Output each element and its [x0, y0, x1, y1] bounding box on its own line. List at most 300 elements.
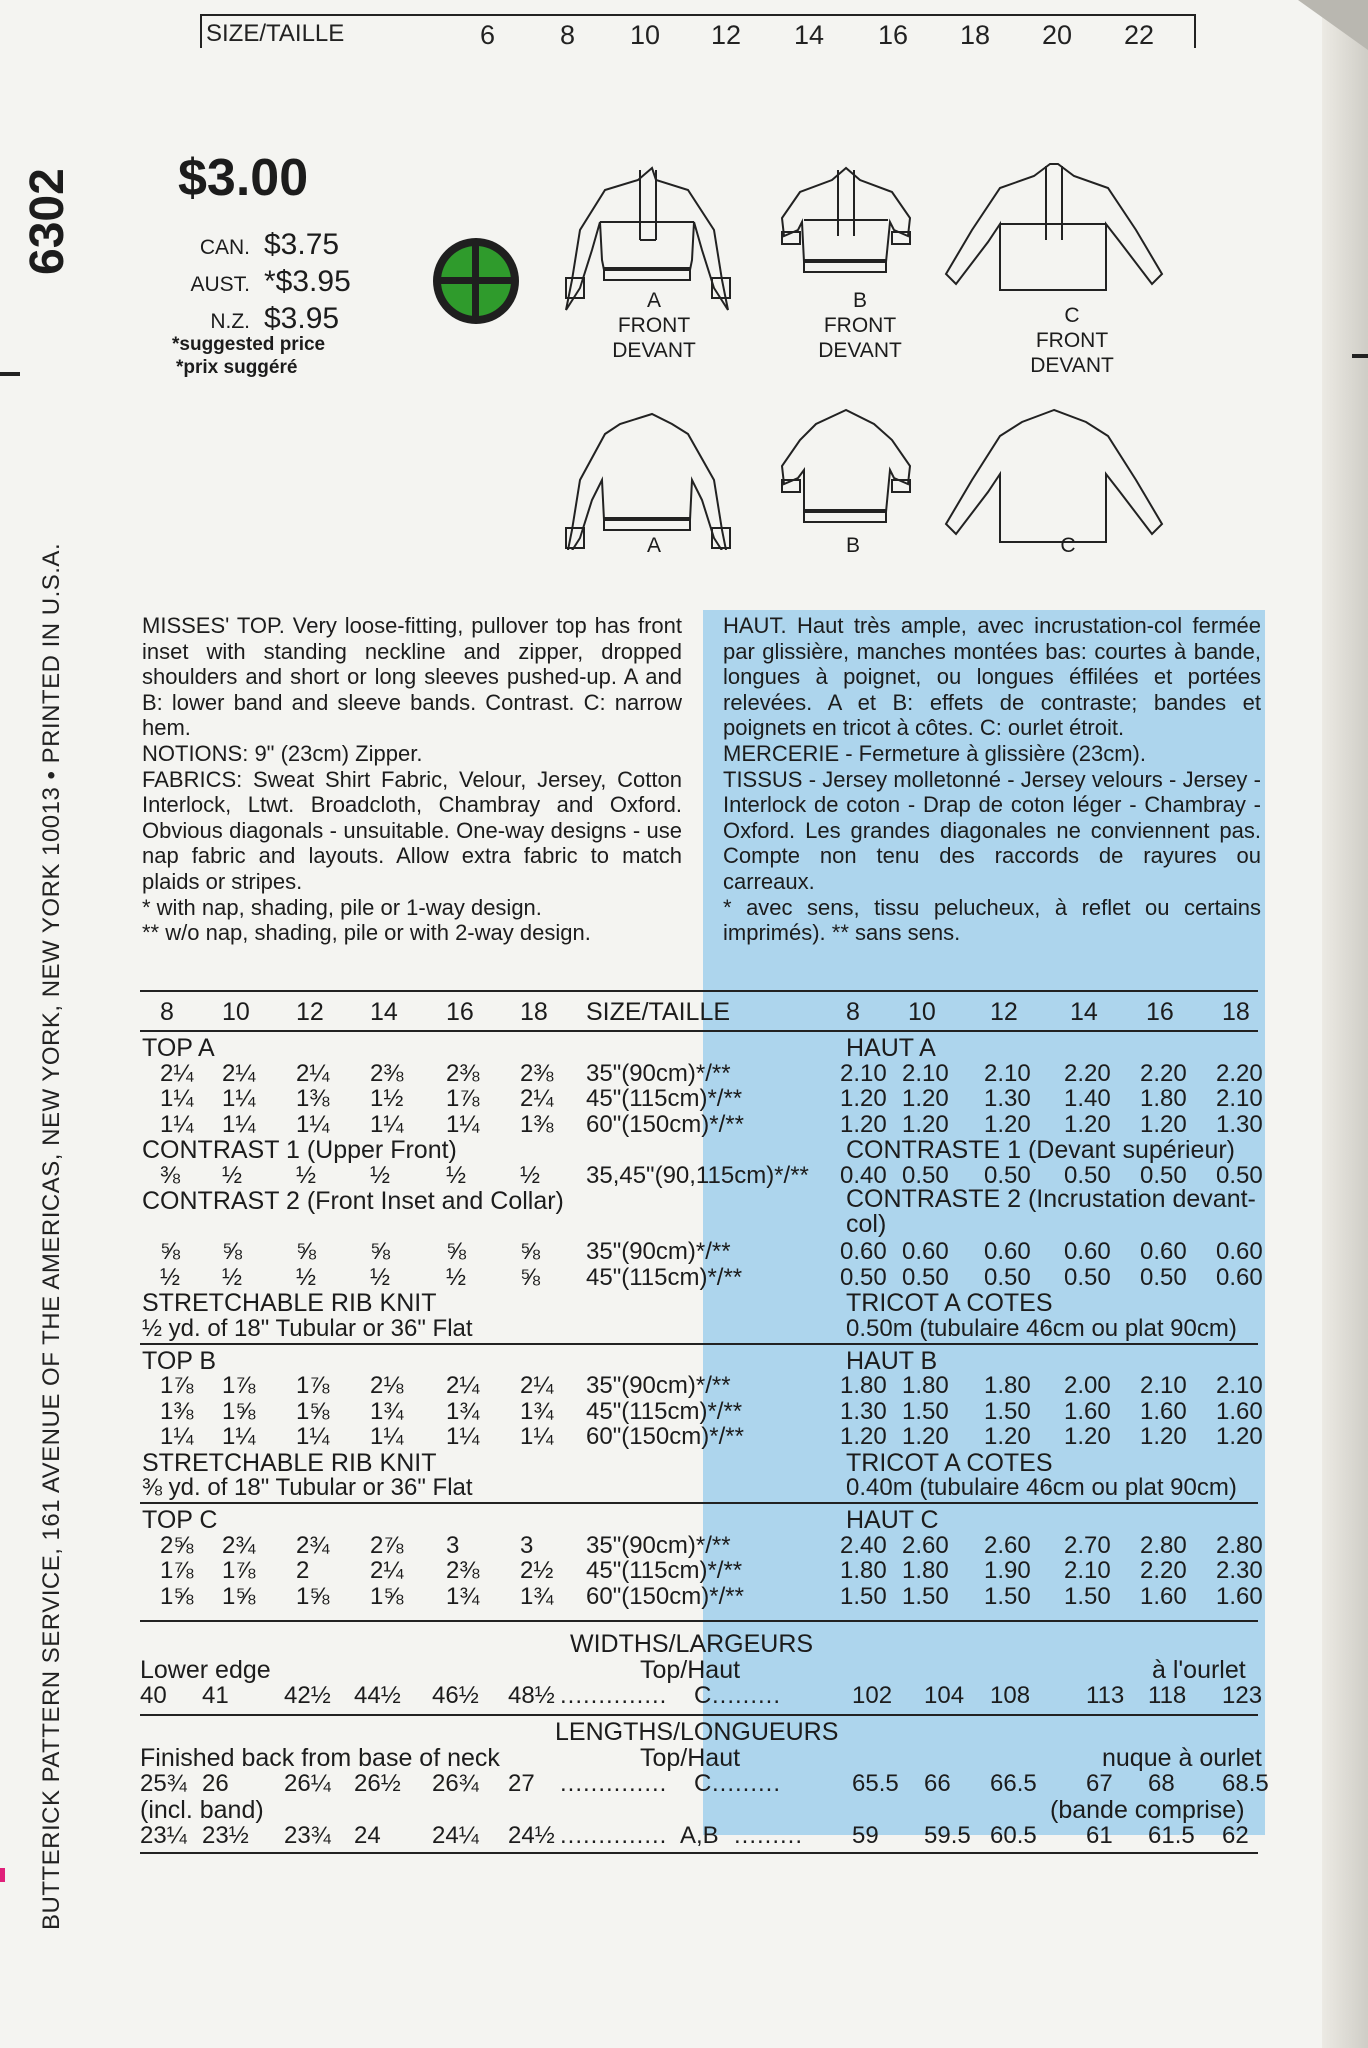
fabric-width: 35"(90cm)*/** [586, 1059, 731, 1087]
rib-title-fr: TRICOT A COTES [846, 1289, 1053, 1317]
qty-en: 2 [296, 1557, 310, 1584]
qty-en: ⅝ [296, 1238, 317, 1265]
lengths-mid: Top/Haut [640, 1744, 741, 1772]
qty-fr: 1.60 [1216, 1582, 1263, 1610]
rib-title-fr: TRICOT A COTES [846, 1448, 1053, 1477]
lengths-title: LENGTHS/LONGUEURS [555, 1718, 839, 1746]
qty-fr: 2.20 [1140, 1557, 1187, 1584]
size-col-en: 8 [160, 998, 174, 1026]
divider [140, 1620, 1258, 1622]
value-fr: 67 [1086, 1770, 1113, 1797]
qty-fr: 1.60 [1216, 1397, 1263, 1425]
qty-fr: 2.10 [984, 1059, 1031, 1087]
qty-fr: 1.20 [1140, 1423, 1187, 1450]
value-fr: 61.5 [1148, 1822, 1195, 1849]
top-b-title: TOP B [142, 1346, 217, 1375]
value-fr: 66.5 [990, 1770, 1037, 1797]
qty-fr: 2.40 [840, 1531, 887, 1559]
qty-fr: 1.90 [984, 1557, 1031, 1584]
value-fr: 102 [852, 1682, 893, 1709]
qty-en: 1⅜ [296, 1085, 330, 1112]
fabric-width: 45"(115cm)*/** [586, 1397, 743, 1425]
qty-en: 1¾ [520, 1582, 554, 1610]
price-note-fr: *prix suggéré [176, 357, 298, 378]
value-en: 26½ [354, 1770, 401, 1797]
value-fr: 108 [990, 1682, 1031, 1709]
qty-en: 1⅞ [222, 1557, 256, 1584]
view-c-front-drawing [946, 164, 1162, 290]
qty-en: 1¼ [296, 1423, 330, 1450]
value-en: 44½ [354, 1682, 401, 1709]
divider [140, 1852, 1258, 1854]
fabric-width: 45"(115cm)*/** [586, 1085, 743, 1112]
view-letter: A [646, 289, 661, 312]
qty-fr: 0.60 [984, 1238, 1031, 1265]
qty-en: ⅝ [160, 1238, 181, 1265]
leader-dots: ......... [712, 1682, 782, 1709]
qty-fr: 0.60 [1064, 1238, 1111, 1265]
qty-fr: 2.10 [1216, 1372, 1263, 1399]
contrast2-title: CONTRAST 2 (Front Inset and Collar) [142, 1187, 564, 1215]
value-en: 24 [354, 1822, 381, 1849]
price-main: $3.00 [178, 149, 309, 207]
leader-dots: ......... [734, 1822, 804, 1849]
value-fr: 62 [1222, 1822, 1249, 1849]
qty-en: 2¼ [296, 1059, 330, 1087]
rib-detail-fr: 0.50m (tubulaire 46cm ou plat 90cm) [846, 1314, 1237, 1342]
value-en: 27 [508, 1770, 535, 1797]
qty-en: ½ [370, 1161, 391, 1189]
leader-dots: .............. [560, 1770, 668, 1797]
view-c-front-label [997, 303, 1147, 378]
view-letter: C [694, 1770, 712, 1797]
no-nap-note: ** w/o nap, shading, pile or with 2-way design. [142, 920, 591, 946]
qty-fr: 1.50 [984, 1582, 1031, 1610]
qty-en: 1⅝ [222, 1582, 256, 1610]
qty-fr: 1.20 [1216, 1423, 1263, 1450]
contrast1-title: CONTRAST 1 (Upper Front) [142, 1136, 457, 1164]
qty-fr: 0.50 [1064, 1263, 1111, 1291]
qty-en: 1¼ [520, 1423, 554, 1450]
qty-fr: 1.60 [1140, 1397, 1187, 1425]
value-fr: 59 [852, 1822, 879, 1849]
size-header-18: 18 [960, 20, 991, 50]
qty-en: 2⅜ [446, 1059, 480, 1087]
price-value: *$3.95 [264, 265, 351, 298]
qty-fr: 0.50 [1216, 1161, 1263, 1189]
qty-fr: 1.20 [840, 1085, 887, 1112]
easy-logo-icon [433, 238, 519, 324]
price-note-en: *suggested price [172, 334, 326, 355]
value-en: 26 [202, 1770, 229, 1797]
price-label: AUST. [190, 273, 250, 296]
lengths-incl-en: (incl. band) [140, 1796, 264, 1824]
qty-fr: 0.60 [1140, 1238, 1187, 1265]
qty-en: 1⅞ [446, 1085, 480, 1112]
qty-en: 1⅜ [160, 1397, 194, 1425]
value-en: 24¼ [432, 1822, 479, 1849]
view-b-front-label [785, 288, 935, 363]
fabric-width: 60"(150cm)*/** [586, 1582, 744, 1610]
envelope-edge [1322, 0, 1368, 2048]
qty-en: 2¼ [160, 1059, 194, 1087]
rib-detail: ⅜ yd. of 18" Tubular or 36" Flat [142, 1474, 473, 1501]
qty-en: 2⅜ [370, 1059, 404, 1087]
tissus-text: TISSUS - Jersey molletonné - Jersey velours - Jersey - Interlock de coton - Drap de coton léger - Chambray - Oxford. Les grandes diagonales ne conviennent pas. Compte non tenu des raccords de rayures ou carreaux. [723, 766, 1261, 894]
view-devant-text: DEVANT [1030, 354, 1114, 377]
qty-fr: 1.30 [984, 1085, 1031, 1112]
size-label: SIZE/TAILLE [586, 998, 731, 1026]
leader-dots: .............. [560, 1682, 668, 1709]
qty-en: ½ [222, 1263, 243, 1291]
value-fr: 104 [924, 1682, 965, 1709]
qty-fr: 2.10 [1216, 1085, 1263, 1112]
size-col-fr: 8 [846, 998, 860, 1026]
value-en: 23¼ [140, 1822, 187, 1849]
qty-en: 1⅝ [296, 1397, 330, 1425]
fabric-width: 35"(90cm)*/** [586, 1372, 731, 1399]
size-header-22: 22 [1124, 20, 1155, 50]
pattern-number: 6302 [21, 168, 74, 275]
value-en: 23¾ [284, 1822, 331, 1849]
qty-fr: 1.60 [1064, 1397, 1111, 1425]
qty-fr: 0.50 [902, 1161, 949, 1189]
qty-fr: 2.60 [902, 1531, 949, 1559]
description-french [723, 613, 1261, 946]
qty-en: 1⅝ [160, 1582, 194, 1610]
qty-en: ⅝ [520, 1263, 541, 1291]
rib-title: STRETCHABLE RIB KNIT [142, 1289, 437, 1317]
qty-en: 2½ [520, 1557, 554, 1584]
qty-fr: 2.10 [1140, 1372, 1187, 1399]
qty-en: ½ [446, 1263, 467, 1291]
qty-en: 1⅝ [222, 1397, 256, 1425]
view-b-front-drawing [782, 168, 910, 272]
value-fr: 61 [1086, 1822, 1113, 1849]
qty-en: 1¾ [446, 1397, 480, 1425]
size-col-fr: 12 [990, 998, 1018, 1026]
view-letter: A,B [680, 1822, 719, 1849]
size-header [200, 14, 1196, 48]
view-b-back-label: B [845, 534, 860, 557]
qty-fr: 1.60 [1140, 1582, 1187, 1610]
qty-en: 2¼ [520, 1372, 554, 1399]
qty-fr: 2.10 [840, 1059, 887, 1087]
value-en: 26¼ [284, 1770, 331, 1797]
qty-fr: 2.00 [1064, 1372, 1111, 1399]
publisher-address: BUTTERICK PATTERN SERVICE, 161 AVENUE OF THE AMERICAS, NEW YORK, NEW YORK 10013 • PRINTED IN U.S.A. [38, 542, 65, 1930]
value-fr: 60.5 [990, 1822, 1037, 1849]
qty-fr: 0.50 [1140, 1161, 1187, 1189]
fabric-width: 35"(90cm)*/** [586, 1238, 731, 1265]
fabric-width: 45"(115cm)*/** [586, 1557, 743, 1584]
widths-label-en: Lower edge [140, 1656, 271, 1684]
value-en: 26¾ [432, 1770, 479, 1797]
notions-text: NOTIONS: 9" (23cm) Zipper. [142, 740, 423, 766]
fabric-width: 60"(150cm)*/** [586, 1110, 744, 1138]
qty-fr: 0.60 [840, 1238, 887, 1265]
qty-fr: 2.10 [902, 1059, 949, 1087]
view-a-front-label [579, 288, 729, 363]
qty-en: 1⅝ [370, 1582, 404, 1610]
qty-en: ½ [446, 1161, 467, 1189]
rib-detail-fr: 0.40m (tubulaire 46cm ou plat 90cm) [846, 1474, 1237, 1501]
size-header-20: 20 [1042, 20, 1073, 50]
value-fr: 68.5 [1222, 1770, 1269, 1797]
qty-fr: 1.20 [1064, 1423, 1111, 1450]
qty-en: 2¼ [222, 1059, 256, 1087]
size-header-label: SIZE/TAILLE [206, 20, 345, 47]
widths-label-fr: à l'ourlet [1152, 1656, 1246, 1684]
qty-fr: 0.60 [902, 1238, 949, 1265]
size-header-16: 16 [878, 20, 909, 50]
qty-en: 1½ [370, 1085, 404, 1112]
qty-fr: 2.20 [1140, 1059, 1187, 1087]
qty-en: 1¼ [222, 1110, 256, 1138]
qty-en: ⅜ [160, 1161, 181, 1189]
qty-fr: 1.80 [840, 1557, 887, 1584]
view-front-text: FRONT [1035, 329, 1109, 352]
cut-mark [0, 372, 20, 376]
divider [140, 1030, 1258, 1032]
top-b-title-fr: HAUT B [846, 1346, 938, 1375]
value-fr: 113 [1086, 1682, 1125, 1709]
view-a-back-drawing [566, 414, 730, 550]
qty-fr: 1.50 [902, 1582, 949, 1610]
qty-fr: 1.80 [840, 1372, 887, 1399]
qty-en: 1⅞ [222, 1372, 256, 1399]
size-col-en: 14 [370, 998, 398, 1026]
price-label: N.Z. [210, 310, 250, 333]
qty-en: ½ [296, 1161, 317, 1189]
qty-en: 3 [446, 1531, 460, 1559]
qty-fr: 1.50 [840, 1582, 887, 1610]
price-aust [140, 265, 351, 299]
value-fr: 65.5 [852, 1770, 899, 1797]
qty-en: 1⅞ [296, 1372, 330, 1399]
view-devant-text: DEVANT [818, 339, 902, 362]
qty-en: 1¾ [370, 1397, 404, 1425]
qty-en: ½ [160, 1263, 181, 1291]
divider [140, 1714, 1258, 1716]
qty-en: 3 [520, 1531, 534, 1559]
widths-title: WIDTHS/LARGEURS [570, 1630, 814, 1658]
qty-fr: 1.50 [1064, 1582, 1111, 1610]
size-col-en: 16 [446, 998, 474, 1026]
qty-en: ⅝ [446, 1238, 467, 1265]
qty-en: ⅝ [370, 1238, 391, 1265]
qty-fr: 1.80 [902, 1557, 949, 1584]
value-en: 46½ [432, 1682, 479, 1709]
qty-en: 1¼ [370, 1423, 404, 1450]
value-fr: 66 [924, 1770, 951, 1797]
lengths-incl-fr: (bande comprise) [1050, 1796, 1245, 1824]
mercerie-text: MERCERIE - Fermeture à glissière (23cm). [723, 740, 1146, 766]
view-front-text: FRONT [823, 314, 897, 337]
value-en: 40 [140, 1682, 167, 1709]
qty-fr: 0.50 [840, 1263, 887, 1291]
qty-fr: 2.80 [1140, 1531, 1187, 1559]
qty-en: 1¼ [446, 1423, 480, 1450]
qty-fr: 2.30 [1216, 1557, 1263, 1584]
size-col-en: 12 [296, 998, 324, 1026]
qty-en: 2⅛ [370, 1372, 404, 1399]
value-fr: 59.5 [924, 1822, 971, 1849]
qty-fr: 0.50 [1064, 1161, 1111, 1189]
lengths-label-en: Finished back from base of neck [140, 1744, 500, 1772]
color-mark [0, 1868, 5, 1882]
widths-mid: Top/Haut [640, 1656, 741, 1684]
qty-fr: 1.80 [1140, 1085, 1187, 1112]
rib-detail: ½ yd. of 18" Tubular or 36" Flat [142, 1314, 473, 1342]
cut-mark [1352, 354, 1368, 358]
contrast2-title-fr: CONTRASTE 2 (Incrustation devant-col) [846, 1185, 1256, 1238]
qty-fr: 0.60 [1216, 1263, 1263, 1291]
fabric-width: 45"(115cm)*/** [586, 1263, 743, 1291]
qty-en: ½ [520, 1161, 541, 1189]
qty-fr: 1.20 [840, 1110, 887, 1138]
top-a-title: TOP A [142, 1034, 215, 1062]
value-en: 48½ [508, 1682, 555, 1709]
size-header-8: 8 [560, 20, 576, 50]
qty-fr: 2.10 [1064, 1557, 1111, 1584]
price-can [140, 228, 339, 262]
qty-en: 2¾ [222, 1531, 256, 1559]
qty-en: 2⅜ [520, 1059, 554, 1087]
size-header-12: 12 [711, 20, 742, 50]
divider [140, 1343, 1258, 1345]
qty-fr: 1.50 [902, 1397, 949, 1425]
qty-en: ½ [296, 1263, 317, 1291]
qty-fr: 0.50 [902, 1263, 949, 1291]
qty-en: ⅝ [520, 1238, 541, 1265]
qty-en: 2⅜ [446, 1557, 480, 1584]
size-header-6: 6 [480, 20, 496, 50]
qty-en: 1⅝ [296, 1582, 330, 1610]
qty-fr: 0.60 [1216, 1238, 1263, 1265]
qty-en: ½ [222, 1161, 243, 1189]
fabrics-text: FABRICS: Sweat Shirt Fabric, Velour, Jersey, Cotton Interlock, Ltwt. Broadcloth, Chambray and Oxford. Obvious diagonals - unsuitable. One-way designs - use nap fabric and layouts. Allow extra fabric to match plaids or stripes. [142, 766, 682, 894]
qty-en: 1¼ [296, 1110, 330, 1138]
value-en: 25¾ [140, 1770, 187, 1797]
qty-fr: 2.20 [1064, 1059, 1111, 1087]
qty-en: 1¼ [222, 1423, 256, 1450]
value-en: 42½ [284, 1682, 331, 1709]
size-header-10: 10 [630, 20, 661, 50]
view-letter: C [694, 1682, 712, 1709]
qty-en: 1¼ [160, 1110, 194, 1138]
qty-en: 2⅝ [160, 1531, 194, 1559]
qty-fr: 1.20 [1140, 1110, 1187, 1138]
top-a-title-fr: HAUT A [846, 1034, 936, 1062]
price-nz [140, 302, 339, 336]
lengths-label-fr: nuque à ourlet [1102, 1744, 1262, 1772]
qty-en: 1¾ [520, 1397, 554, 1425]
size-col-fr: 16 [1146, 998, 1174, 1026]
description-english [142, 613, 682, 946]
top-c-title: TOP C [142, 1506, 218, 1534]
qty-fr: 2.70 [1064, 1531, 1111, 1559]
leader-dots: ......... [712, 1770, 782, 1797]
qty-en: 1⅞ [160, 1372, 194, 1399]
size-col-en: 10 [222, 998, 250, 1026]
qty-en: 2¼ [520, 1085, 554, 1112]
qty-fr: 1.80 [984, 1372, 1031, 1399]
widths-row [0, 1682, 1368, 1708]
qty-fr: 1.20 [1064, 1110, 1111, 1138]
size-col-fr: 10 [908, 998, 936, 1026]
qty-en: ⅝ [222, 1238, 243, 1265]
qty-fr: 1.80 [902, 1372, 949, 1399]
qty-en: 2¼ [446, 1372, 480, 1399]
divider [140, 990, 1258, 992]
qty-fr: 1.20 [984, 1423, 1031, 1450]
view-devant-text: DEVANT [612, 339, 696, 362]
qty-en: 1⅜ [520, 1110, 554, 1138]
qty-en: 2⅞ [370, 1531, 404, 1559]
qty-fr: 0.50 [1140, 1263, 1187, 1291]
qty-fr: 1.20 [902, 1423, 949, 1450]
rib-title: STRETCHABLE RIB KNIT [142, 1448, 437, 1477]
qty-fr: 1.20 [902, 1110, 949, 1138]
qty-en: 2¾ [296, 1531, 330, 1559]
qty-fr: 0.50 [984, 1263, 1031, 1291]
view-letter: B [852, 289, 867, 312]
fabric-width: 60"(150cm)*/** [586, 1423, 744, 1450]
price-value: $3.75 [264, 228, 340, 261]
size-col-fr: 14 [1070, 998, 1098, 1026]
view-a-back-label: A [646, 534, 661, 557]
contrast1-title-fr: CONTRASTE 1 (Devant supérieur) [846, 1136, 1236, 1164]
qty-fr: 1.30 [1216, 1110, 1263, 1138]
qty-en: 1¼ [370, 1110, 404, 1138]
top-c-title-fr: HAUT C [846, 1506, 939, 1534]
qty-fr: 1.40 [1064, 1085, 1111, 1112]
qty-en: 2¼ [370, 1557, 404, 1584]
view-b-back-drawing [782, 410, 910, 522]
view-c-back-drawing [946, 410, 1162, 542]
view-c-back-label: C [1060, 534, 1076, 557]
qty-fr: 2.20 [1216, 1059, 1263, 1087]
divider [140, 1502, 1258, 1504]
qty-en: ½ [370, 1263, 391, 1291]
qty-fr: 1.20 [902, 1085, 949, 1112]
price-label: CAN. [199, 236, 250, 259]
value-en: 24½ [508, 1822, 555, 1849]
qty-fr: 0.40 [840, 1161, 887, 1189]
nap-note: * with nap, shading, pile or 1-way design. [142, 894, 542, 920]
qty-fr: 1.20 [984, 1110, 1031, 1138]
fabric-width: 35,45"(90,115cm)*/** [586, 1161, 809, 1189]
qty-en: 1¼ [446, 1110, 480, 1138]
value-en: 41 [202, 1682, 229, 1709]
price-value: $3.95 [264, 302, 340, 335]
qty-fr: 2.80 [1216, 1531, 1263, 1559]
qty-en: 1⅞ [160, 1557, 194, 1584]
qty-fr: 0.50 [984, 1161, 1031, 1189]
lengths-row-ab [0, 1822, 1368, 1848]
size-col-fr: 18 [1222, 998, 1250, 1026]
qty-en: 1¼ [160, 1423, 194, 1450]
description-paragraph: MISSES' TOP. Very loose-fitting, pullover top has front inset with standing neckline and zipper, dropped shoulders and short or long sleeves pushed-up. A and B: lower band and sleeve bands. Contrast. C: narrow hem. [142, 613, 682, 741]
qty-en: 1¾ [446, 1582, 480, 1610]
value-fr: 118 [1148, 1682, 1187, 1709]
value-fr: 68 [1148, 1770, 1175, 1797]
size-col-en: 18 [520, 998, 548, 1026]
size-header-14: 14 [794, 20, 825, 50]
view-front-text: FRONT [617, 314, 691, 337]
qty-fr: 2.60 [984, 1531, 1031, 1559]
